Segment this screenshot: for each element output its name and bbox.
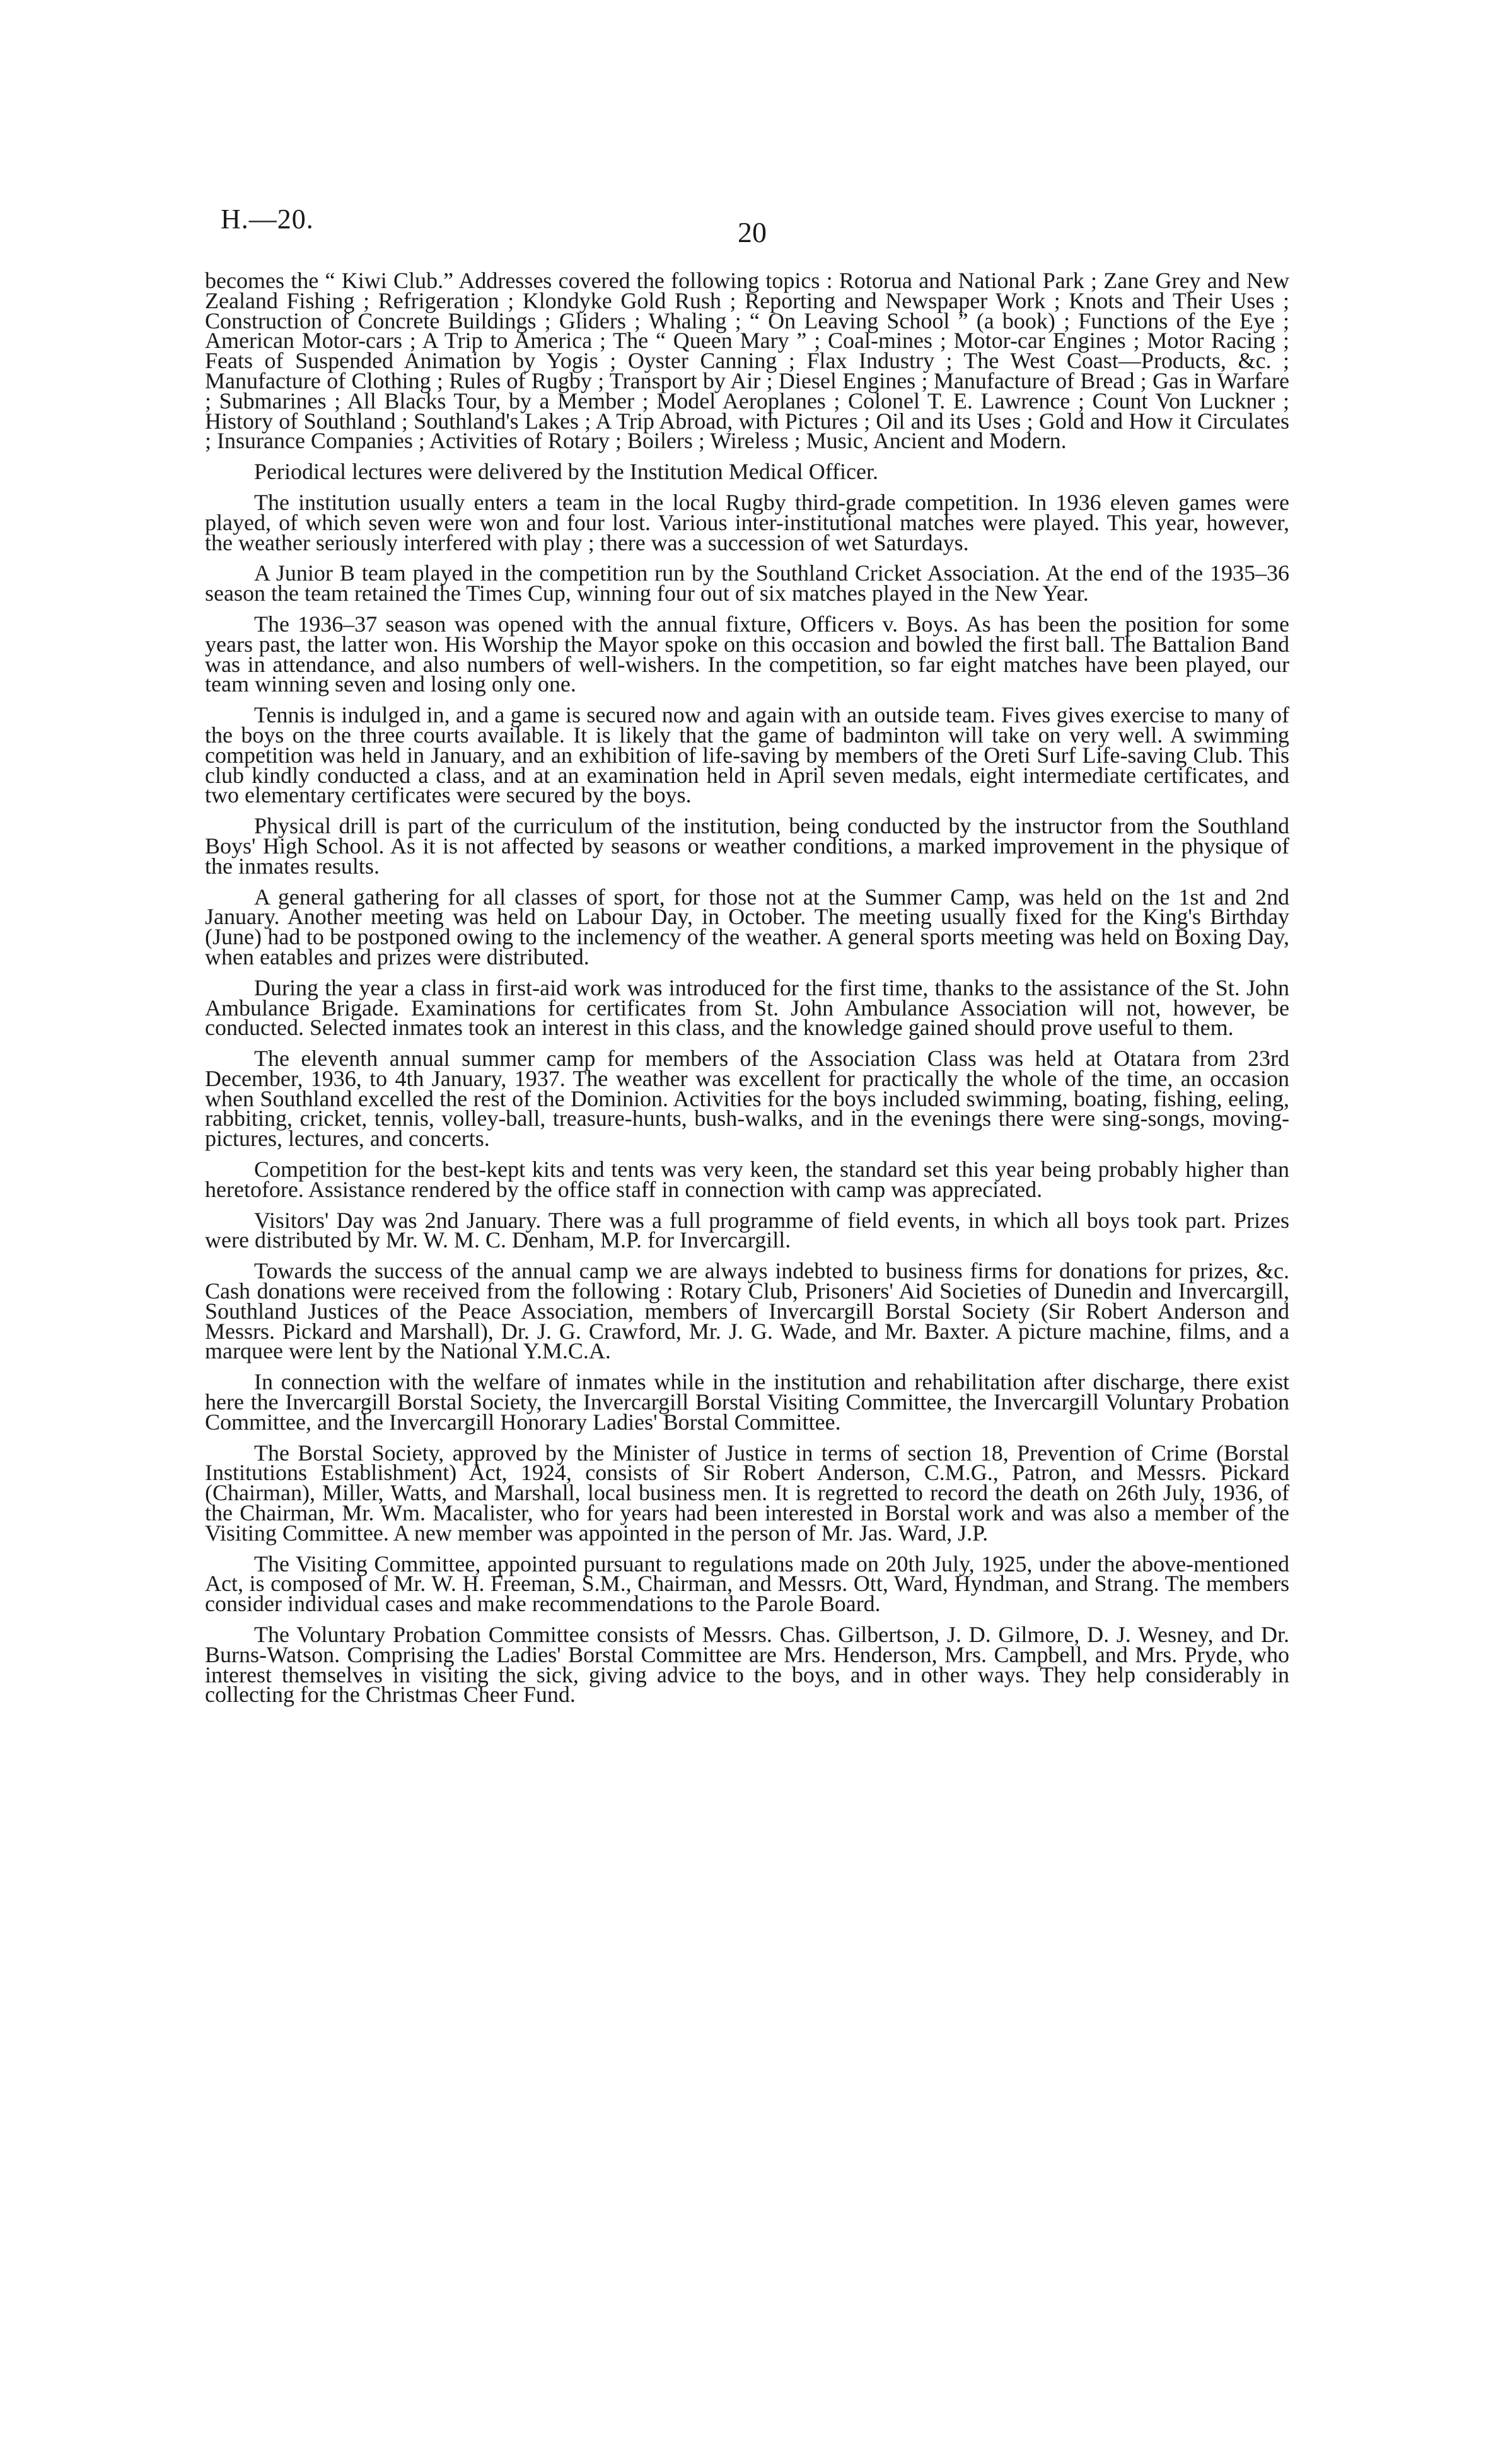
paragraph-visitors-day: Visitors' Day was 2nd January. There was a full programme of field events, in which all boys took part. Prizes were distributed by Mr. W. M. C. Denham, M.P. for Invercargill. bbox=[205, 1207, 1289, 1253]
paragraph-rugby: The institution usually enters a team in the local Rugby third-grade competition. In 1936 eleven games were played, of which seven were won and four lost. Various inter-institutional matches were played. This year, however, the weather seriously interfered with play ; there was a succession of wet Saturdays. bbox=[205, 489, 1289, 555]
paragraph-summer-camp: The eleventh annual summer camp for members of the Association Class was held at Otatara from 23rd December, 1936, to 4th January, 1937. The weather was excellent for practically the whole of the time, an occasion when Southland excelled the rest of the Dominion. Activities for the boys included swimming, boating, fishing, eeling, rabbiting, cricket, tennis, volley-ball, treasure-hunts, bush-walks, and in the evenings there were sing-songs, moving-pictures, lectures, and concerts. bbox=[205, 1046, 1289, 1152]
paragraph-medical-lectures: Periodical lectures were delivered by the Institution Medical Officer. bbox=[254, 459, 878, 485]
document-reference: H.—20. bbox=[221, 204, 314, 234]
paragraph-welfare: In connection with the welfare of inmates while in the institution and rehabilitation after discharge, there exist here the Invercargill Borstal Society, the Invercargill Borstal Visiting Committee, the Invercargill Voluntary Probation Committee, and the Invercargill Honorary Ladies' Borstal Committee. bbox=[205, 1369, 1289, 1435]
paragraph-sports-gathering: A general gathering for all classes of sport, for those not at the Summer Camp, was held on the 1st and 2nd January. Another meeting was held on Labour Day, in October. The meeting usually fixed for the King's Birthday (June) had to be postponed owing to the inclemency of the weather. A general sports meeting was held on Boxing Day, when eatables and prizes were distributed. bbox=[205, 884, 1289, 969]
page-number: 20 bbox=[738, 216, 767, 248]
paragraph-lecture-topics: becomes the “ Kiwi Club.” Addresses covered the following topics : Rotorua and National Park ; Zane Grey and New Zealand Fishing ; Refrigeration ; Klondyke Gold Rush ; Reporting and Newspaper Work ; Knots and Their Uses ; Construction of Concrete Buildings ; Gliders ; Whaling ; “ On Leaving School ” (a book) ; Functions of the Eye ; American Motor-cars ; A Trip to America ; The “ Queen Mary ” ; Coal-mines ; Motor-car Engines ; Motor Racing ; Feats of Suspended Animation by Yogis ; Oyster Canning ; Flax Industry ; The West Coast—Products, &c. ; Manufacture of Clothing ; Rules of Rugby ; Transport by Air ; Diesel Engines ; Manufacture of Bread ; Gas in Warfare ; Submarines ; All Blacks Tour, by a Member ; Model Aeroplanes ; Colonel T. E. Lawrence ; Count Von Luckner ; History of Southland ; Southland's Lakes ; A Trip Abroad, with Pictures ; Oil and its Uses ; Gold and How it Circulates ; Insurance Companies ; Activities of Rotary ; Boilers ; Wireless ; Music, Ancient and Modern. bbox=[205, 268, 1289, 454]
paragraph-visiting-committee: The Visiting Committee, appointed pursuant to regulations made on 20th July, 1925, under the above-mentioned Act, is composed of Mr. W. H. Freeman, S.M., Chairman, and Messrs. Ott, Ward, Hyndman, and Strang. The members consider individual cases and make recommendations to the Parole Board. bbox=[205, 1551, 1289, 1617]
paragraph-borstal-society: The Borstal Society, approved by the Minister of Justice in terms of section 18, Prevention of Crime (Borstal Institutions Establishment) Act, 1924, consists of Sir Robert Anderson, C.M.G., Patron, and Messrs. Pickard (Chairman), Miller, Watts, and Marshall, local business men. It is regretted to record the death on 26th July, 1936, of the Chairman, Mr. Wm. Macalister, who for years had been interested in Borstal work and was also a member of the Visiting Committee. A new member was appointed in the person of Mr. Jas. Ward, J.P. bbox=[205, 1440, 1289, 1546]
page-header bbox=[221, 203, 1292, 253]
paragraph-camp-competition: Competition for the best-kept kits and tents was very keen, the standard set this year being probably higher than heretofore. Assistance rendered by the office staff in connection with camp was appreciated. bbox=[205, 1157, 1289, 1202]
paragraph-probation-committee: The Voluntary Probation Committee consists of Messrs. Chas. Gilbertson, J. D. Gilmore, D. J. Wesney, and Dr. Burns-Watson. Comprising the Ladies' Borstal Committee are Mrs. Henderson, Mrs. Campbell, and Mrs. Pryde, who interest themselves in visiting the sick, giving advice to the boys, and in other ways. They help considerably in collecting for the Christmas Cheer Fund. bbox=[205, 1622, 1289, 1708]
body-text bbox=[205, 268, 1289, 1716]
paragraph-cricket-season: The 1936–37 season was opened with the annual fixture, Officers v. Boys. As has been the position for some years past, the latter won. His Worship the Mayor spoke on this occasion and bowled the first ball. The Battalion Band was in attendance, and also numbers of well-wishers. In the competition, so far eight matches have been played, our team winning seven and losing only one. bbox=[205, 611, 1289, 697]
paragraph-first-aid: During the year a class in first-aid work was introduced for the first time, thanks to the assistance of the St. John Ambulance Brigade. Examinations for certificates from St. John Ambulance Association will not, however, be conducted. Selected inmates took an interest in this class, and the knowledge gained should prove useful to them. bbox=[205, 975, 1289, 1041]
paragraph-donations: Towards the success of the annual camp we are always indebted to business firms for donations for prizes, &c. Cash donations were received from the following : Rotary Club, Prisoners' Aid Societies of Dunedin and Invercargill, Southland Justices of the Peace Association, members of Invercargill Borstal Society (Sir Robert Anderson and Messrs. Pickard and Marshall), Dr. J. G. Crawford, Mr. J. G. Wade, and Mr. Baxter. A picture machine, films, and a marquee were lent by the National Y.M.C.A. bbox=[205, 1258, 1289, 1364]
paragraph-physical-drill: Physical drill is part of the curriculum of the institution, being conducted by the instructor from the Southland Boys' High School. As it is not affected by seasons or weather conditions, a marked improvement in the physique of the inmates results. bbox=[205, 813, 1289, 879]
paragraph-tennis-swimming: Tennis is indulged in, and a game is secured now and again with an outside team. Fives gives exercise to many of the boys on the three courts available. It is likely that the game of badminton will take on very well. A swimming competition was held in January, and an exhibition of life-saving by members of the Oreti Surf Life-saving Club. This club kindly conducted a class, and at an examination held in April seven medals, eight intermediate certificates, and two elementary certificates were secured by the boys. bbox=[205, 702, 1289, 808]
paragraph-cricket-junior-b: A Junior B team played in the competition run by the Southland Cricket Association. At the end of the 1935–36 season the team retained the Times Cup, winning four out of six matches played in the New Year. bbox=[205, 560, 1289, 606]
